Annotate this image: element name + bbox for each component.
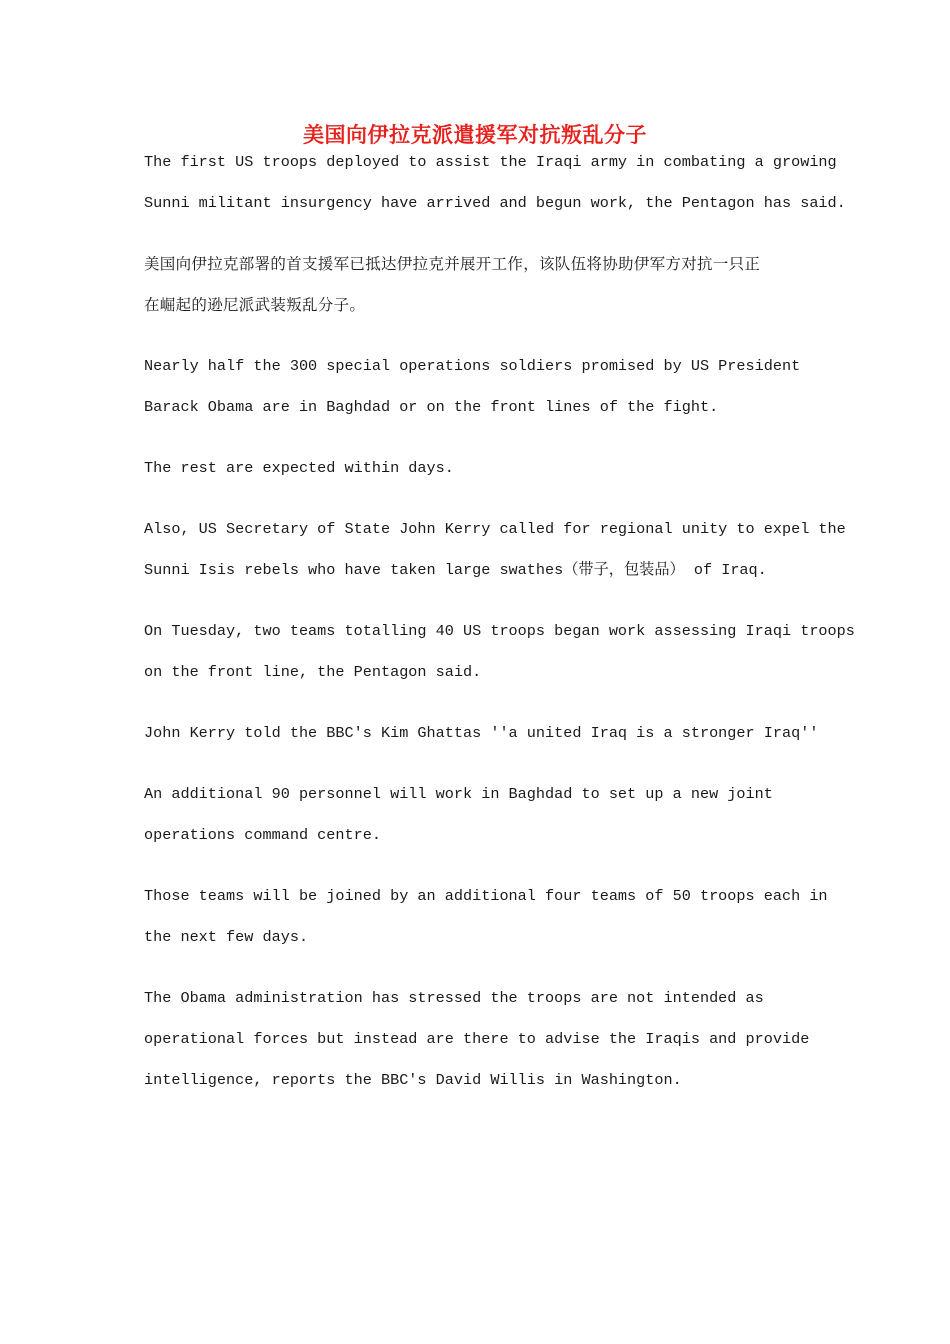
article-line: The Obama administration has stressed the troops are not intended as [144,989,764,1007]
article-line: operational forces but instead are there to advise the Iraqis and provide [144,1030,810,1048]
article-line: The first US troops deployed to assist the Iraqi army in combating a growing [144,153,837,171]
article-line: An additional 90 personnel will work in Baghdad to set up a new joint [144,785,773,803]
article-line: Barack Obama are in Baghdad or on the front lines of the fight. [144,398,719,416]
article-line: Sunni Isis rebels who have taken large swathes（带子，包装品） of Iraq. [144,561,767,579]
page-title: 美国向伊拉克派遣援军对抗叛乱分子 [303,123,647,147]
article-line: on the front line, the Pentagon said. [144,663,482,681]
article-line: Sunni militant insurgency have arrived and begun work, the Pentagon has said. [144,194,846,212]
article-line: On Tuesday, two teams totalling 40 US troops began work assessing Iraqi troops [144,622,855,640]
article-line: operations command centre. [144,826,381,844]
article-line: Nearly half the 300 special operations soldiers promised by US President [144,357,801,375]
article-line: Those teams will be joined by an additional four teams of 50 troops each in [144,887,828,905]
article-line: the next few days. [144,928,309,946]
article-line: Also, US Secretary of State John Kerry called for regional unity to expel the [144,520,846,538]
article-line: intelligence, reports the BBC's David Willis in Washington. [144,1071,682,1089]
article-line-chinese: 在崛起的逊尼派武装叛乱分子。 [144,296,366,314]
article-line: The rest are expected within days. [144,459,454,477]
article-line: John Kerry told the BBC's Kim Ghattas ''a united Iraq is a stronger Iraq'' [144,724,819,742]
article-line-chinese: 美国向伊拉克部署的首支援军已抵达伊拉克并展开工作，该队伍将协助伊军方对抗一只正 [144,255,761,273]
